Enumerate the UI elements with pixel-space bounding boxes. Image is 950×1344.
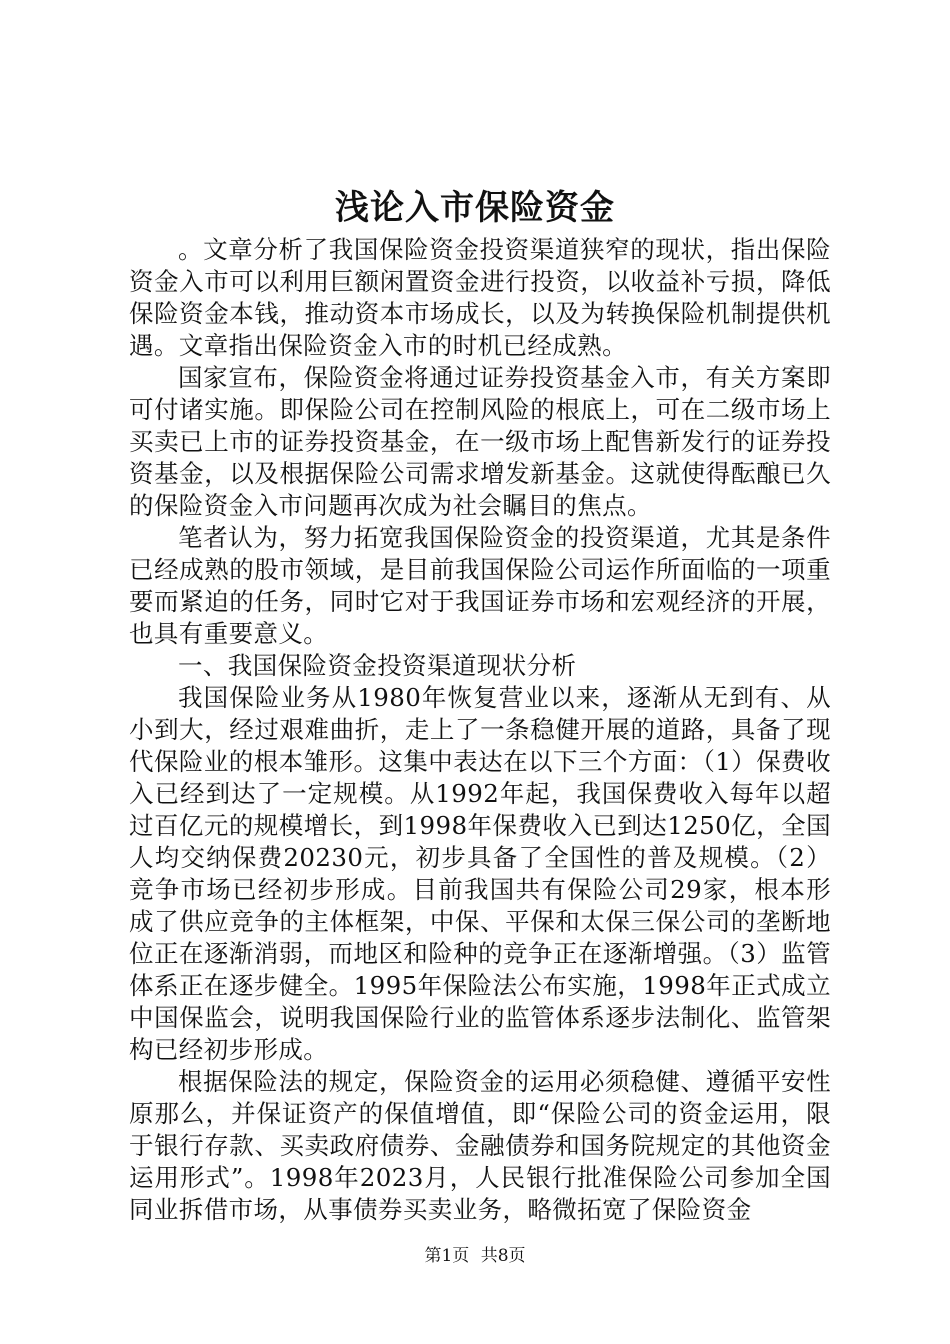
paragraph-author-view: 笔者认为，努力拓宽我国保险资金的投资渠道，尤其是条件已经成熟的股市领域，是目前我国保险公司运作所面临的一项重要而紧迫的任务，同时它对于我国证券市场和宏观经济的开展，也具有重要意义。 <box>129 523 831 648</box>
section-heading: 一、我国保险资金投资渠道现状分析 <box>178 651 577 680</box>
page-footer <box>0 1244 950 1268</box>
page-total: 共8页 <box>480 1246 526 1266</box>
paragraph-abstract: 。文章分析了我国保险资金投资渠道狭窄的现状，指出保险资金入市可以利用巨额闲置资金进行投资，以收益补亏损，降低保险资金本钱，推动资本市场成长，以及为转换保险机制提供机遇。文章指出保险资金入市的时机已经成熟。 <box>129 235 831 360</box>
paragraph-announcement: 国家宣布，保险资金将通过证券投资基金入市，有关方案即可付诸实施。即保险公司在控制风险的根底上，可在二级市场上买卖已上市的证券投资基金，在一级市场上配售新发行的证券投资基金，以及根据保险公司需求增发新基金。这就使得酝酿已久的保险资金入市问题再次成为社会瞩目的焦点。 <box>129 363 831 520</box>
page-title: 浅论入市保险资金 <box>335 188 615 228</box>
paragraph-industry-status: 我国保险业务从1980年恢复营业以来，逐渐从无到有、从小到大，经过艰难曲折，走上了一条稳健开展的道路，具备了现代保险业的根本雏形。这集中表达在以下三个方面：（1）保费收入已经到达了一定规模。从1992年起，我国保费收入每年以超过百亿元的规模增长，到1998年保费收入已到达1250亿，全国人均交纳保费20230元，初步具备了全国性的普及规模。（2）竞争市场已经初步形成。目前我国共有保险公司29家，根本形成了供应竞争的主体框架，中保、平保和太保三保公司的垄断地位正在逐渐消弱，而地区和险种的竞争正在逐渐增强。（3）监管体系正在逐步健全。1995年保险法公布实施，1998年正式成立中国保监会，说明我国保险行业的监管体系逐步法制化、监管架构已经初步形成。 <box>129 683 831 1064</box>
paragraph-insurance-law: 根据保险法的规定，保险资金的运用必须稳健、遵循平安性原那么，并保证资产的保值增值，即“保险公司的资金运用，限于银行存款、买卖政府债券、金融债券和国务院规定的其他资金运用形式”。1998年2023月，人民银行批准保险公司参加全国同业拆借市场，从事债券买卖业务，略微拓宽了保险资金 <box>129 1067 831 1224</box>
article-body <box>129 234 831 1226</box>
page-number: 第1页 <box>424 1246 470 1266</box>
